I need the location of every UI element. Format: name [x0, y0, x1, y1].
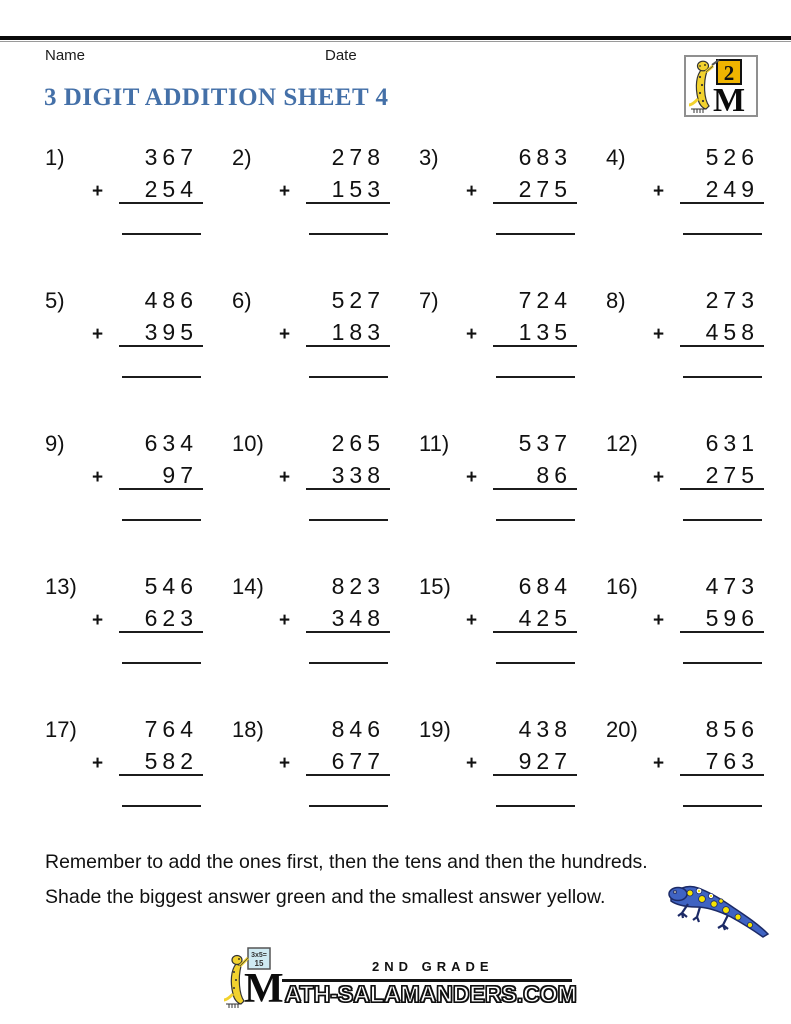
problem-number-label: 16)	[606, 574, 638, 599]
sum-line	[493, 202, 577, 204]
addition-problem	[232, 573, 390, 665]
site-name-rest: ATH-SALAMANDERS.COM	[284, 981, 577, 1007]
problem-number-label: 17)	[45, 717, 77, 742]
sum-line	[119, 488, 203, 490]
problem-number-label: 11)	[419, 431, 450, 456]
sum-line	[680, 631, 764, 633]
bottom-addend: 338	[331, 462, 385, 488]
plus-sign: +	[653, 181, 665, 202]
addition-problem	[419, 287, 577, 379]
problem-number-label: 15)	[419, 574, 451, 599]
badge-easel-m-letter: M	[712, 82, 746, 115]
problem-number-label: 5)	[45, 288, 65, 313]
plus-sign: +	[466, 181, 478, 202]
sum-line	[493, 774, 577, 776]
addition-problem	[232, 430, 390, 522]
sum-line	[680, 345, 764, 347]
blue-salamander-icon	[666, 877, 772, 941]
top-addend: 537	[518, 430, 572, 456]
problem-number-label: 4)	[606, 145, 626, 170]
answer-blank-line	[683, 805, 762, 807]
sum-line	[119, 774, 203, 776]
date-label: Date	[325, 47, 357, 64]
answer-blank-line	[683, 376, 762, 378]
bottom-addend: 763	[705, 748, 759, 774]
top-addend: 486	[144, 287, 198, 313]
problem-number-label: 20)	[606, 717, 638, 742]
addition-problem	[45, 430, 203, 522]
plus-sign: +	[466, 753, 478, 774]
answer-blank-line	[683, 519, 762, 521]
bottom-addend: 425	[518, 605, 572, 631]
answer-blank-line	[309, 662, 388, 664]
grade-level-text: 2ND GRADE	[372, 959, 494, 974]
plus-sign: +	[466, 324, 478, 345]
page-title: 3 DIGIT ADDITION SHEET 4	[44, 84, 389, 111]
addition-problem	[232, 716, 390, 808]
bottom-addend: 86	[536, 462, 572, 488]
answer-blank-line	[309, 376, 388, 378]
sum-line	[119, 202, 203, 204]
addition-problem	[45, 716, 203, 808]
site-branding	[222, 946, 577, 1018]
sum-line	[680, 202, 764, 204]
answer-blank-line	[496, 376, 575, 378]
top-addend: 273	[705, 287, 759, 313]
bottom-addend: 395	[144, 319, 198, 345]
addition-problem	[419, 716, 577, 808]
problem-number-label: 10)	[232, 431, 264, 456]
problem-number-label: 12)	[606, 431, 638, 456]
board-equation-line1: 3x5=	[251, 952, 267, 959]
top-divider-rule	[0, 36, 791, 40]
sum-line	[493, 631, 577, 633]
addition-problem	[606, 144, 764, 236]
plus-sign: +	[653, 610, 665, 631]
bottom-addend: 677	[331, 748, 385, 774]
top-addend: 473	[705, 573, 759, 599]
top-addend: 856	[705, 716, 759, 742]
answer-blank-line	[683, 233, 762, 235]
bottom-addend: 254	[144, 176, 198, 202]
plus-sign: +	[466, 610, 478, 631]
bottom-addend: 623	[144, 605, 198, 631]
top-addend: 823	[331, 573, 385, 599]
addition-problem	[606, 716, 764, 808]
top-addend: 846	[331, 716, 385, 742]
top-addend: 764	[144, 716, 198, 742]
bottom-addend: 275	[518, 176, 572, 202]
top-addend: 684	[518, 573, 572, 599]
answer-blank-line	[683, 662, 762, 664]
top-addend: 683	[518, 144, 572, 170]
addition-problem	[45, 573, 203, 665]
sum-line	[493, 488, 577, 490]
problems-grid	[45, 144, 764, 808]
answer-blank-line	[122, 376, 201, 378]
top-addend: 278	[331, 144, 385, 170]
addition-problem	[419, 430, 577, 522]
bottom-addend: 275	[705, 462, 759, 488]
problem-number-label: 18)	[232, 717, 264, 742]
answer-blank-line	[496, 519, 575, 521]
plus-sign: +	[279, 467, 291, 488]
name-label: Name	[45, 47, 86, 64]
bottom-addend: 249	[705, 176, 759, 202]
problem-number-label: 7)	[419, 288, 439, 313]
instruction-line-2: Shade the biggest answer green and the smallest answer yellow.	[45, 886, 606, 908]
addition-problem	[45, 287, 203, 379]
bottom-addend: 348	[331, 605, 385, 631]
bottom-addend: 153	[331, 176, 385, 202]
board-equation-line2: 15	[254, 959, 264, 968]
top-addend: 634	[144, 430, 198, 456]
top-addend: 438	[518, 716, 572, 742]
addition-problem	[232, 287, 390, 379]
plus-sign: +	[466, 467, 478, 488]
problem-number-label: 2)	[232, 145, 252, 170]
math-salamanders-badge	[684, 55, 758, 117]
top-addend: 367	[144, 144, 198, 170]
badge-graphic	[686, 57, 756, 115]
top-divider-rule-shadow	[0, 41, 791, 42]
top-addend: 546	[144, 573, 198, 599]
bottom-addend: 97	[162, 462, 198, 488]
answer-blank-line	[309, 805, 388, 807]
problem-number-label: 19)	[419, 717, 451, 742]
top-addend: 724	[518, 287, 572, 313]
answer-blank-line	[122, 233, 201, 235]
problem-number-label: 1)	[45, 145, 65, 170]
badge-grade-number: 2	[723, 61, 735, 85]
plus-sign: +	[653, 753, 665, 774]
plus-sign: +	[279, 753, 291, 774]
addition-problem	[232, 144, 390, 236]
answer-blank-line	[122, 805, 201, 807]
top-addend: 527	[331, 287, 385, 313]
plus-sign: +	[92, 610, 104, 631]
plus-sign: +	[653, 324, 665, 345]
answer-blank-line	[309, 233, 388, 235]
plus-sign: +	[653, 467, 665, 488]
answer-blank-line	[122, 519, 201, 521]
problem-number-label: 13)	[45, 574, 77, 599]
plus-sign: +	[92, 324, 104, 345]
sum-line	[306, 202, 390, 204]
sum-line	[493, 345, 577, 347]
plus-sign: +	[92, 181, 104, 202]
addition-problem	[419, 573, 577, 665]
bottom-addend: 596	[705, 605, 759, 631]
problem-number-label: 6)	[232, 288, 252, 313]
yellow-salamander-icon	[689, 61, 713, 113]
sum-line	[680, 774, 764, 776]
addition-problem	[419, 144, 577, 236]
sum-line	[306, 774, 390, 776]
problem-number-label: 3)	[419, 145, 439, 170]
answer-blank-line	[122, 662, 201, 664]
problem-number-label: 9)	[45, 431, 65, 456]
plus-sign: +	[92, 753, 104, 774]
bottom-addend: 582	[144, 748, 198, 774]
addition-problem	[45, 144, 203, 236]
bottom-addend: 458	[705, 319, 759, 345]
answer-blank-line	[496, 805, 575, 807]
addition-problem	[606, 430, 764, 522]
top-addend: 631	[705, 430, 759, 456]
top-addend: 526	[705, 144, 759, 170]
addition-problem	[606, 287, 764, 379]
problem-number-label: 8)	[606, 288, 626, 313]
plus-sign: +	[279, 610, 291, 631]
sum-line	[680, 488, 764, 490]
sum-line	[119, 631, 203, 633]
answer-blank-line	[309, 519, 388, 521]
bottom-addend: 135	[518, 319, 572, 345]
answer-blank-line	[496, 662, 575, 664]
plus-sign: +	[279, 324, 291, 345]
site-name-m: M	[244, 966, 284, 1012]
sum-line	[119, 345, 203, 347]
sum-line	[306, 345, 390, 347]
plus-sign: +	[92, 467, 104, 488]
sum-line	[306, 488, 390, 490]
top-addend: 265	[331, 430, 385, 456]
answer-blank-line	[496, 233, 575, 235]
site-name	[244, 968, 577, 1010]
bottom-addend: 927	[518, 748, 572, 774]
bottom-addend: 183	[331, 319, 385, 345]
instruction-line-1: Remember to add the ones first, then the tens and then the hundreds.	[45, 851, 648, 873]
addition-problem	[606, 573, 764, 665]
plus-sign: +	[279, 181, 291, 202]
problem-number-label: 14)	[232, 574, 264, 599]
sum-line	[306, 631, 390, 633]
